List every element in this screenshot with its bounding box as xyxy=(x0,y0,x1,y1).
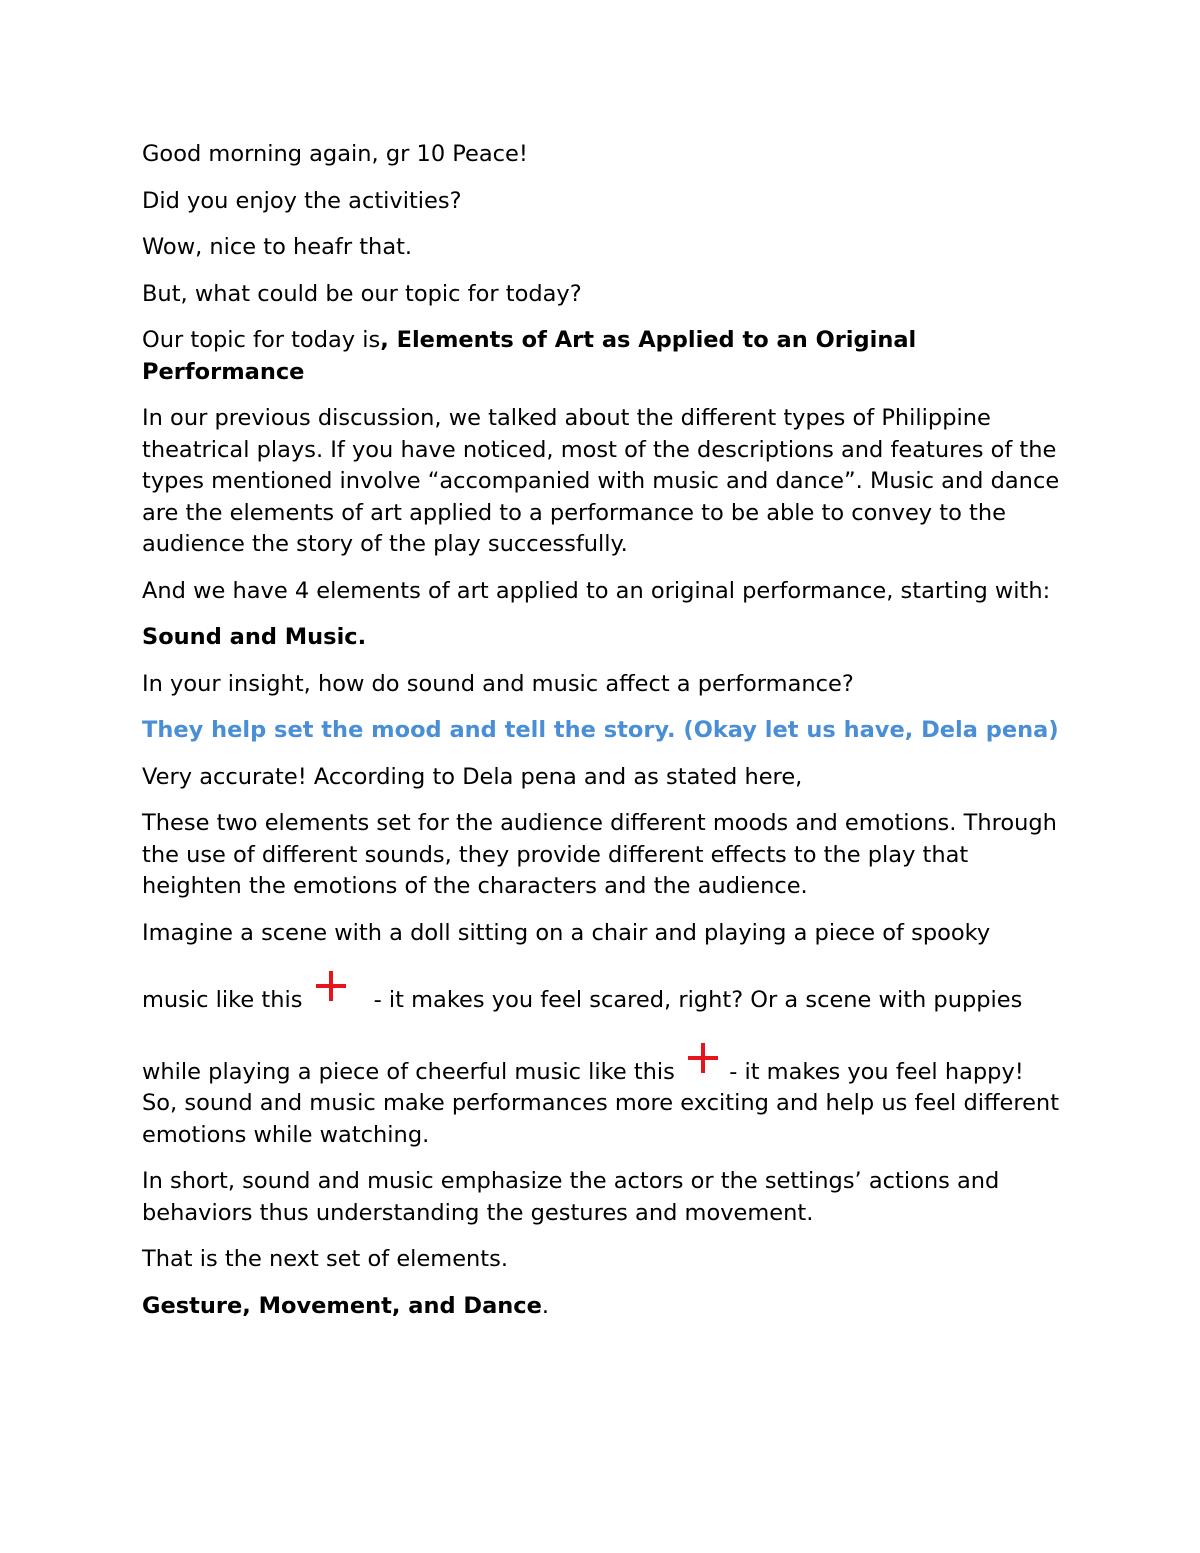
four-elements-paragraph: And we have 4 elements of art applied to an original performance, starting with: xyxy=(142,577,1051,604)
plus-icon[interactable] xyxy=(688,1043,718,1073)
next-set-paragraph: That is the next set of elements. xyxy=(142,1246,508,1272)
student-answer-paragraph: They help set the mood and tell the story. (Okay let us have, Dela pena) xyxy=(142,717,1059,743)
in-short-paragraph: In short, sound and music emphasize the actors or the settings’ actions and behaviors thus understanding the gestures and movement. xyxy=(142,1168,1000,1226)
topic-paragraph xyxy=(142,325,1072,388)
insight-question-paragraph: In your insight, how do sound and music affect a performance? xyxy=(142,670,854,697)
cheerful-music-lead: while playing a piece of cheerful music like this xyxy=(142,1058,675,1085)
enjoy-question-paragraph: Did you enjoy the activities? xyxy=(142,187,462,214)
gesture-heading-period: . xyxy=(541,1292,550,1319)
cheerful-music-tail: - it makes you feel happy! xyxy=(729,1058,1024,1085)
imagine-scene-line: Imagine a scene with a doll sitting on a chair and playing a piece of spooky xyxy=(142,919,991,946)
very-accurate-paragraph: Very accurate! According to Dela pena and as stated here, xyxy=(142,763,803,790)
previous-discussion-paragraph: In our previous discussion, we talked about the different types of Philippine theatrical plays. If you have noticed, most of the descriptions and features of the types mentioned involve “accompanied with music and dance”. Music and dance are the elements of art applied to a performance to be able to convey to the audience the story of the play successfully. xyxy=(142,405,1060,557)
document-body xyxy=(142,139,1072,1337)
spooky-music-line xyxy=(142,971,1072,1017)
greeting-paragraph: Good morning again, gr 10 Peace! xyxy=(142,141,528,167)
imagine-scene-block xyxy=(142,918,1072,1152)
exciting-summary-paragraph: So, sound and music make performances more exciting and help us feel different emotions while watching. xyxy=(142,1090,1060,1148)
topic-question-paragraph: But, what could be our topic for today? xyxy=(142,280,582,307)
sound-music-heading: Sound and Music. xyxy=(142,624,367,650)
topic-title: , Elements of Art as Applied to an Original Performance xyxy=(142,327,917,385)
plus-icon[interactable] xyxy=(316,971,346,1001)
gesture-heading: Gesture, Movement, and Dance xyxy=(142,1292,542,1319)
topic-prefix: Our topic for today is xyxy=(142,327,381,353)
elements-explanation-paragraph: These two elements set for the audience different moods and emotions. Through the use of different sounds, they provide different effects to the play that heighten the emotions of the characters and the audience. xyxy=(142,810,1057,899)
wow-response-paragraph: Wow, nice to heafr that. xyxy=(142,234,413,260)
spooky-music-tail: - it makes you feel scared, right? Or a scene with puppies xyxy=(373,987,1023,1013)
cheerful-music-line xyxy=(142,1043,1072,1089)
spooky-music-lead: music like this xyxy=(142,987,303,1013)
gesture-heading-paragraph xyxy=(142,1291,1072,1323)
